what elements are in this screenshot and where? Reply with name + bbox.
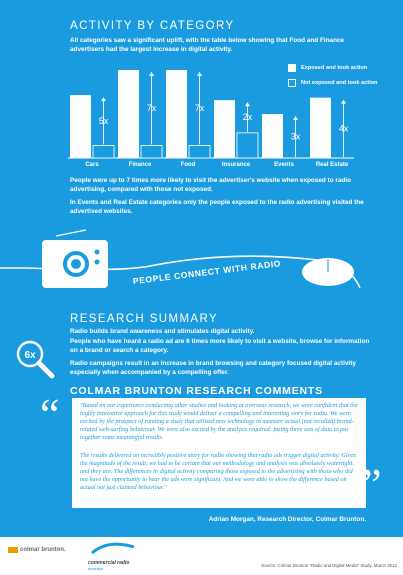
bar-exposed-2 <box>166 70 187 158</box>
multiplier-label-1: 7x <box>146 103 157 114</box>
bar-exposed-4 <box>262 114 283 158</box>
category-label-2: Food <box>180 162 196 168</box>
category-label-0: Cars <box>85 162 99 168</box>
close-quote-icon: ” <box>362 460 382 509</box>
bar-exposed-3 <box>214 100 235 158</box>
activity-para1: People were up to 7 times more likely to visit the advertiser's website when exposed to radio advertising, compared with those not exposed. <box>70 177 352 193</box>
bar-not-exposed-3 <box>237 133 258 158</box>
category-label-4: Events <box>274 162 294 168</box>
category-label-5: Real Estate <box>315 162 349 168</box>
uplift-arrowhead-0 <box>101 97 106 101</box>
research-p2: People who have heard a radio ad are 6 times more likely to visit a website, browse for information on a brand or search a category. <box>70 338 370 354</box>
quote-paragraph-2: The results delivered an incredibly positive story for radio showing that radio ads trigger digital activity. Given the magnitude of the result, we had to be certain that our methodology and analysis was absolutely watertight, and they are. The differences in digital activity comparing those exposed to the advertising with those who did not have the opportunity to hear the ads were significant. And we were able to show the difference based on actual not just claimed behaviour." <box>80 452 357 492</box>
magnifier-badge-label: 6x <box>24 350 36 361</box>
commercial-radio-logo-sub: australia <box>88 566 104 571</box>
legend-not-exposed-label: Not exposed and took action <box>301 79 378 86</box>
colmar-brunton-mark <box>8 547 18 553</box>
radio-banner <box>0 228 403 298</box>
magnifier-badge <box>14 338 58 382</box>
activity-intro: All categories saw a significant uplift, with the table below showing that Food and Finance advertisers had the largest increase in digital activity. <box>70 37 345 53</box>
bar-not-exposed-0 <box>93 145 114 158</box>
colmar-brunton-logo <box>8 547 66 554</box>
colmar-brunton-logo-text: colmar brunton. <box>20 547 66 553</box>
quote-box <box>72 398 366 508</box>
commercial-radio-logo <box>88 541 138 571</box>
commercial-radio-swoosh-icon <box>88 541 138 555</box>
comments-title: COLMAR BRUNTON RESEARCH COMMENTS <box>70 385 323 397</box>
open-quote-icon: “ <box>40 390 60 439</box>
commercial-radio-logo-text: commercial radio <box>88 560 130 566</box>
activity-para2: In Events and Real Estate categories only the people exposed to the radio advertising visited the advertised websites. <box>70 199 364 215</box>
bar-exposed-5 <box>310 98 331 158</box>
mouse-icon <box>302 258 354 286</box>
research-title: RESEARCH SUMMARY <box>70 313 219 325</box>
category-label-1: Finance <box>128 162 152 168</box>
uplift-arrowhead-5 <box>341 100 346 104</box>
uplift-arrowhead-2 <box>197 72 202 76</box>
quote-attribution: Adrian Morgan, Research Director, Colmar Brunton. <box>208 516 366 523</box>
research-p3: Radio campaigns result in an increase in brand browsing and category focused digital activity especially when accompanied by a compelling offer. <box>70 360 356 376</box>
radio-icon <box>42 230 108 288</box>
multiplier-label-4: 3x <box>290 131 301 142</box>
footer-bar <box>0 537 403 575</box>
banner-tagline: PEOPLE CONNECT WITH RADIO <box>132 258 282 287</box>
multiplier-label-0: 5x <box>98 115 109 126</box>
uplift-arrowhead-1 <box>149 72 154 76</box>
category-label-3: Insurance <box>221 162 251 168</box>
multiplier-label-2: 7x <box>194 103 205 114</box>
magnifier-handle <box>39 363 52 376</box>
research-p1: Radio builds brand awareness and stimulates digital activity. <box>70 328 255 335</box>
activity-chart <box>0 0 403 180</box>
bar-exposed-0 <box>70 95 91 158</box>
uplift-arrowhead-3 <box>245 102 250 106</box>
bar-exposed-1 <box>118 70 139 158</box>
uplift-arrowhead-4 <box>293 116 298 120</box>
legend-exposed-label: Exposed and took action <box>301 64 368 71</box>
bar-not-exposed-1 <box>141 145 162 158</box>
multiplier-label-5: 4x <box>338 123 349 134</box>
multiplier-label-3: 2x <box>242 112 253 123</box>
source-note: Source: Colmar Brunton "Radio and Digital Media" Study, March 2012 <box>261 563 397 568</box>
activity-title: ACTIVITY BY CATEGORY <box>70 20 235 32</box>
quote-paragraph-1: "Based on our experience conducting other studies and looking at overseas research, we were confident that the highly innovative approach for this study would deliver a compelling and interesting story for radio. We were excited by the prospect of running a study that utilised new technology to measure actual (not recalled) brand-related web-surfing behaviour. We were also excited by the analysis required: fusing three sets of data to put together some meaningful results. <box>80 402 358 442</box>
bar-not-exposed-2 <box>189 145 210 158</box>
